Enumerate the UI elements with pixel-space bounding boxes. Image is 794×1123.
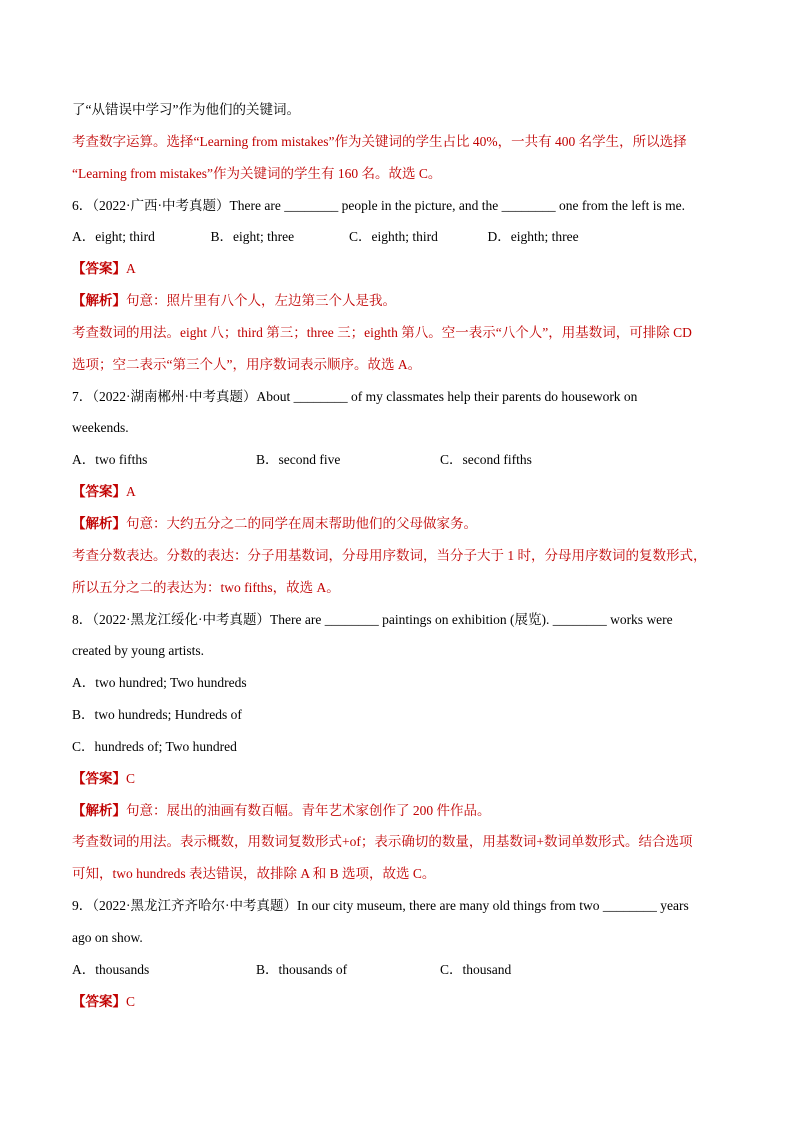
analysis-label: 【解析】 [72, 802, 126, 818]
option-b: B．thousands of [256, 961, 348, 977]
question-7-options [72, 444, 734, 476]
analysis-label: 【解析】 [72, 515, 126, 531]
question-stem: There are ________ people in the picture, and the ________ one from the left is me. [229, 197, 685, 213]
analysis-label: 【解析】 [72, 293, 126, 309]
analysis-first-line [72, 285, 734, 317]
answer-label: 【答案】 [72, 770, 126, 786]
analysis-text: 句意：照片里有八个人，左边第三个人是我。 [126, 293, 396, 309]
answer-line [72, 253, 734, 285]
option-b: B．eight; three [210, 229, 295, 245]
question-source: （2022·黑龙江绥化·中考真题） [92, 611, 270, 627]
option-c: C．hundreds of; Two hundred [72, 738, 237, 754]
question-9-options [72, 954, 734, 986]
answer-line [72, 476, 734, 508]
question-number: 9． [72, 898, 93, 914]
question-6-stem [72, 190, 734, 222]
analysis-first-line [72, 508, 734, 540]
question-source: （2022·黑龙江齐齐哈尔·中考真题） [92, 898, 297, 914]
question-stem-continued: weekends. [72, 420, 129, 436]
continuation-text: 了“从错误中学习”作为他们的关键词。 [72, 102, 300, 117]
analysis-line: 可知，two hundreds 表达错误，故排除 A 和 B 选项，故选 C。 [72, 866, 436, 882]
option-a: A．two hundred; Two hundreds [72, 675, 247, 691]
analysis-text: 句意：大约五分之二的同学在周末帮助他们的父母做家务。 [126, 515, 477, 531]
question-stem-continued: created by young artists. [72, 643, 204, 659]
analysis-first-line [72, 795, 734, 827]
option-b: B．two hundreds; Hundreds of [72, 707, 242, 723]
answer-value: A [126, 261, 136, 277]
question-9-stem [72, 890, 734, 922]
question-6-options [72, 221, 734, 253]
answer-value: C [126, 770, 136, 786]
question-stem: In our city museum, there are many old things from two ________ years [297, 898, 689, 914]
analysis-line: “Learning from mistakes”作为关键词的学生有 160 名。故选 C。 [72, 165, 442, 181]
analysis-line: 所以五分之二的表达为：two fifths，故选 A。 [72, 579, 340, 595]
analysis-text: 句意：展出的油画有数百幅。青年艺术家创作了 200 件作品。 [126, 802, 491, 818]
option-b: B．second five [256, 452, 341, 468]
question-stem: About ________ of my classmates help their parents do housework on [256, 388, 638, 404]
question-stem: There are ________ paintings on exhibition (展览). ________ works were [270, 611, 673, 627]
analysis-line: 选项；空二表示“第三个人”，用序数词表示顺序。故选 A。 [72, 356, 422, 372]
question-number: 7． [72, 388, 93, 404]
option-c: C．eighth; third [349, 229, 438, 245]
option-c: C．second fifths [440, 452, 532, 468]
answer-line [72, 763, 734, 795]
option-c: C．thousand [440, 961, 512, 977]
answer-label: 【答案】 [72, 261, 126, 277]
question-7-stem [72, 381, 734, 413]
question-number: 6． [72, 197, 93, 213]
option-d: D．eighth; three [487, 229, 579, 245]
answer-label: 【答案】 [72, 993, 126, 1009]
option-a: A．eight; third [72, 229, 155, 245]
answer-value: A [126, 484, 136, 500]
option-a: A．two fifths [72, 452, 148, 468]
option-a: A．thousands [72, 961, 150, 977]
question-source: （2022·湖南郴州·中考真题） [92, 388, 257, 404]
answer-value: C [126, 993, 136, 1009]
answer-line [72, 986, 734, 1018]
analysis-line: 考查数词的用法。eight 八；third 第三；three 三；eighth 第八。空一表示“八个人”，用基数词，可排除 CD [72, 324, 692, 340]
question-number: 8． [72, 611, 93, 627]
question-source: （2022·广西·中考真题） [92, 197, 230, 213]
question-stem-continued: ago on show. [72, 929, 143, 945]
analysis-line: 考查数词的用法。表示概数，用数词复数形式+of；表示确切的数量，用基数词+数词单数形式。结合选项 [72, 834, 693, 850]
analysis-line: 考查分数表达。分数的表达：分子用基数词，分母用序数词，当分子大于 1 时，分母用序数词的复数形式， [72, 547, 707, 563]
analysis-line: 考查数字运算。选择“Learning from mistakes”作为关键词的学生占比 40%，一共有 400 名学生，所以选择 [72, 133, 687, 149]
question-8-stem [72, 604, 734, 636]
answer-label: 【答案】 [72, 484, 126, 500]
